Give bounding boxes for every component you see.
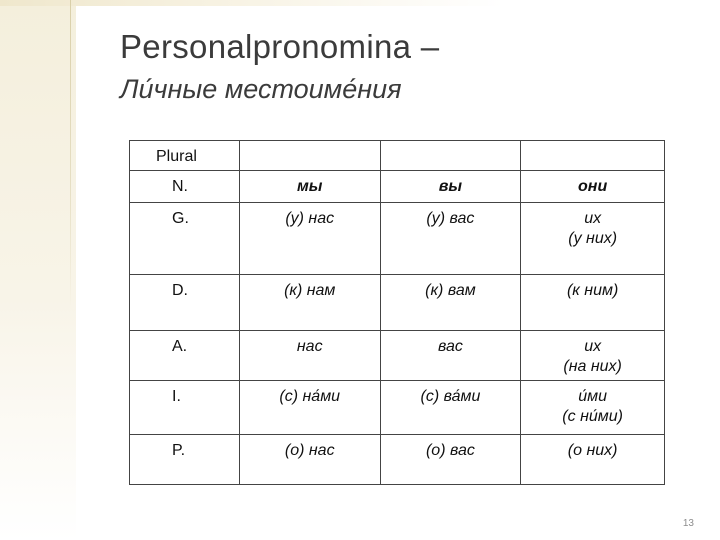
- pronoun-1pl: (у) нас: [239, 203, 380, 275]
- pronoun-3pl-line1: и́ми: [578, 388, 608, 405]
- pronoun-3pl: [521, 381, 665, 435]
- pronoun-3pl: [521, 203, 665, 275]
- pronoun-1pl: (о) нас: [239, 435, 380, 485]
- case-label: N.: [130, 171, 240, 203]
- table-header-row: [130, 141, 665, 171]
- pronoun-3pl-line2: (с ни́ми): [562, 408, 623, 425]
- pronoun-table: [129, 140, 665, 485]
- table-row-instrumental: [130, 381, 665, 435]
- header-label-cell: Plural: [130, 141, 240, 171]
- pronoun-2pl: (к) вам: [380, 275, 521, 331]
- slide-subtitle: Ли́чные местоиме́ния: [120, 74, 402, 104]
- pronoun-1pl: (с) на́ми: [239, 381, 380, 435]
- decorative-vertical-line: [70, 0, 71, 310]
- pronoun-2pl: вас: [380, 331, 521, 381]
- table-row-nominative: [130, 171, 665, 203]
- case-label: I.: [130, 381, 240, 435]
- page-number: 13: [682, 518, 694, 529]
- pronoun-3pl-line2: (у них): [568, 230, 618, 247]
- header-cell-1: [239, 141, 380, 171]
- slide-title: Personalpronomina –: [120, 28, 440, 65]
- pronoun-3pl: (о них): [521, 435, 665, 485]
- pronoun-3pl-line1: их: [584, 210, 602, 227]
- case-label: A.: [130, 331, 240, 381]
- table-row-dative: [130, 275, 665, 331]
- pronoun-3pl: [521, 331, 665, 381]
- case-label: D.: [130, 275, 240, 331]
- pronoun-2pl: (с) ва́ми: [380, 381, 521, 435]
- table-row-accusative: [130, 331, 665, 381]
- pronoun-3pl: они: [521, 171, 665, 203]
- decorative-side-band: [0, 0, 76, 540]
- pronoun-1pl: (к) нам: [239, 275, 380, 331]
- case-label: P.: [130, 435, 240, 485]
- case-label: G.: [130, 203, 240, 275]
- decorative-top-band: [0, 0, 720, 6]
- pronoun-2pl: (у) вас: [380, 203, 521, 275]
- pronoun-1pl: мы: [239, 171, 380, 203]
- pronoun-3pl: (к ним): [521, 275, 665, 331]
- table-row-prepositional: [130, 435, 665, 485]
- pronoun-3pl-line2: (на них): [563, 358, 622, 375]
- header-cell-2: [380, 141, 521, 171]
- pronoun-1pl: нас: [239, 331, 380, 381]
- header-cell-3: [521, 141, 665, 171]
- pronoun-3pl-line1: их: [584, 338, 602, 355]
- table-row-genitive: [130, 203, 665, 275]
- pronoun-2pl: (о) вас: [380, 435, 521, 485]
- pronoun-2pl: вы: [380, 171, 521, 203]
